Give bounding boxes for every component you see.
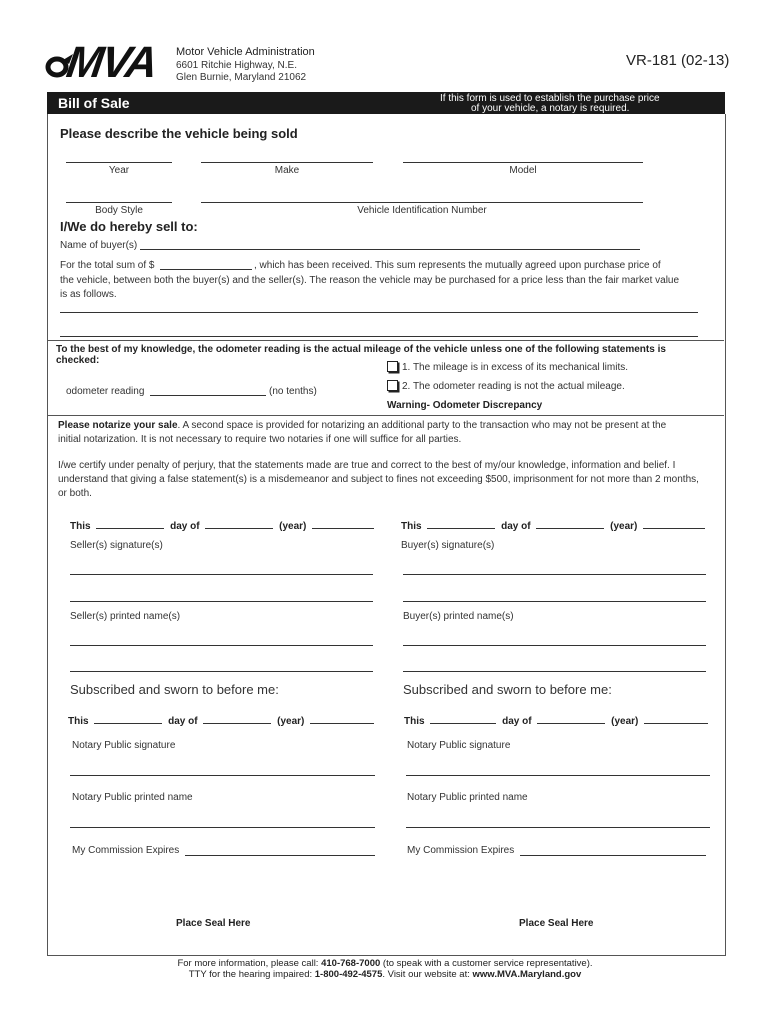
title-bar — [47, 92, 725, 114]
notary-1-signature-label: Notary Public signature — [72, 740, 176, 751]
notary-1-printed-label: Notary Public printed name — [72, 792, 193, 803]
notary-2-seal-label: Place Seal Here — [519, 918, 594, 929]
notary-2-day-of-label: day of — [502, 716, 532, 727]
notary-intro-line-2: initial notarization. It is not necessary to require two notaries if one will suffice for all parties. — [58, 434, 462, 445]
seller-printed-field-1[interactable] — [70, 645, 373, 646]
certification-line-1: I/we certify under penalty of perjury, that the statements made are true and correct to the best of my/our knowledge, information and belief. I — [58, 460, 676, 471]
mva-logo — [45, 38, 173, 87]
notary-intro-bold: Please notarize your sale — [58, 420, 178, 431]
buyer-printed-label: Buyer(s) printed name(s) — [403, 611, 514, 622]
seller-date-row — [70, 518, 374, 532]
odometer-statement-2: checked: — [56, 355, 100, 366]
footer-line-1 — [0, 958, 770, 969]
seller-day-field[interactable] — [96, 518, 164, 529]
notary-1-day-field[interactable] — [94, 713, 162, 724]
model-label: Model — [509, 165, 537, 176]
notary-intro-rest: . A second space is provided for notarizing an additional party to the transaction who may not be present at the — [177, 420, 667, 431]
footer-website-prefix: . Visit our website at: — [382, 969, 473, 980]
odometer-divider-bottom — [47, 415, 724, 416]
reason-field-2[interactable] — [60, 336, 698, 337]
address-line-2: Glen Burnie, Maryland 21062 — [176, 72, 307, 83]
notary-2-month-field[interactable] — [537, 713, 605, 724]
year-label: Year — [108, 165, 130, 176]
buyer-printed-field-2[interactable] — [403, 671, 706, 672]
make-field[interactable] — [201, 162, 373, 163]
certification-line-3: or both. — [58, 488, 92, 499]
sale-para-line-3: is as follows. — [60, 289, 117, 300]
body-style-label: Body Style — [95, 205, 143, 216]
logo-text: MVA — [63, 38, 160, 87]
buyer-printed-field-1[interactable] — [403, 645, 706, 646]
notary-2-sworn: Subscribed and sworn to before me: — [403, 682, 612, 697]
notary-1-seal-label: Place Seal Here — [176, 918, 251, 929]
form-frame — [47, 114, 726, 956]
notary-1-day-of-label: day of — [168, 716, 198, 727]
notary-2-commission-label: My Commission Expires — [407, 845, 515, 856]
no-tenths-label: (no tenths) — [269, 386, 317, 397]
sum-prefix: For the total sum of $ — [60, 260, 155, 271]
notary-1-commission-field[interactable] — [185, 855, 375, 856]
notary-2-day-field[interactable] — [430, 713, 496, 724]
buyer-this-label: This — [401, 521, 422, 532]
notary-1-month-field[interactable] — [203, 713, 271, 724]
buyer-signature-field-1[interactable] — [403, 574, 706, 575]
notary-2-year-label: (year) — [611, 716, 639, 727]
notary-2-printed-field[interactable] — [406, 827, 710, 828]
notary-1-sworn: Subscribed and sworn to before me: — [70, 682, 279, 697]
form-title: Bill of Sale — [58, 95, 130, 111]
notary-note-1: If this form is used to establish the purchase price — [440, 93, 660, 104]
seller-signature-field-2[interactable] — [70, 601, 373, 602]
form-id: VR-181 (02-13) — [626, 52, 730, 69]
notary-2-date-row — [404, 713, 708, 727]
not-actual-checkbox[interactable] — [387, 380, 398, 391]
reason-field-1[interactable] — [60, 312, 698, 313]
footer-call-suffix: (to speak with a customer service representative). — [380, 958, 593, 969]
footer-website-link[interactable]: www.MVA.Maryland.gov — [472, 969, 582, 980]
buyer-year-field[interactable] — [643, 518, 705, 529]
odometer-divider-top — [47, 340, 724, 341]
seller-printed-field-2[interactable] — [70, 671, 373, 672]
body-style-field[interactable] — [66, 202, 172, 203]
option-2-label: 2. The odometer reading is not the actual mileage. — [402, 381, 625, 392]
buyer-date-row — [401, 518, 705, 532]
address-line-1: 6601 Ritchie Highway, N.E. — [176, 60, 297, 71]
seller-year-label: (year) — [279, 521, 307, 532]
seller-signature-field-1[interactable] — [70, 574, 373, 575]
notary-1-this-label: This — [68, 716, 89, 727]
sum-suffix: , which has been received. This sum represents the mutually agreed upon purchase price of — [254, 260, 661, 271]
notary-1-printed-field[interactable] — [70, 827, 375, 828]
org-name: Motor Vehicle Administration — [176, 46, 315, 58]
seller-this-label: This — [70, 521, 91, 532]
buyer-name-field[interactable] — [140, 249, 640, 250]
notary-2-this-label: This — [404, 716, 425, 727]
footer-line-2 — [0, 969, 770, 980]
notary-note-2: of your vehicle, a notary is required. — [471, 103, 630, 114]
year-field[interactable] — [66, 162, 172, 163]
odometer-reading-field[interactable] — [150, 395, 266, 396]
notary-2-signature-label: Notary Public signature — [407, 740, 511, 751]
mileage-exceeds-checkbox[interactable] — [387, 361, 398, 372]
buyer-year-label: (year) — [610, 521, 638, 532]
seller-year-field[interactable] — [312, 518, 374, 529]
notary-2-signature-field[interactable] — [406, 775, 710, 776]
footer-tty: 1-800-492-4575 — [314, 969, 383, 980]
sale-heading: I/We do hereby sell to: — [60, 219, 198, 234]
notary-intro-line-1 — [58, 420, 666, 431]
seller-signature-label: Seller(s) signature(s) — [70, 540, 163, 551]
buyer-day-of-label: day of — [501, 521, 531, 532]
notary-1-date-row — [68, 713, 374, 727]
seller-month-field[interactable] — [205, 518, 273, 529]
vin-field[interactable] — [201, 202, 643, 203]
option-1-label: 1. The mileage is in excess of its mechanical limits. — [402, 362, 629, 373]
odometer-statement-1: To the best of my knowledge, the odometer reading is the actual mileage of the vehicle unless one of the following statements is — [56, 344, 666, 355]
notary-2-printed-label: Notary Public printed name — [407, 792, 528, 803]
buyer-signature-field-2[interactable] — [403, 601, 706, 602]
buyer-day-field[interactable] — [427, 518, 495, 529]
sum-field[interactable] — [160, 269, 252, 270]
notary-2-commission-field[interactable] — [520, 855, 706, 856]
make-label: Make — [274, 165, 300, 176]
buyer-signature-label: Buyer(s) signature(s) — [401, 540, 495, 551]
vehicle-heading: Please describe the vehicle being sold — [60, 126, 298, 141]
model-field[interactable] — [403, 162, 643, 163]
notary-2-year-field[interactable] — [644, 713, 708, 724]
seller-printed-label: Seller(s) printed name(s) — [70, 611, 181, 622]
buyer-month-field[interactable] — [536, 518, 604, 529]
sale-para-line-2: the vehicle, between both the buyer(s) and the seller(s). The reason the vehicle may be purchased for a price less than the fair market value — [60, 275, 680, 286]
footer-tty-prefix: TTY for the hearing impaired: — [188, 969, 315, 980]
notary-1-commission-label: My Commission Expires — [72, 845, 180, 856]
footer-call-prefix: For more information, please call: — [177, 958, 322, 969]
certification-line-2: understand that giving a false statement(s) is a misdemeanor and subject to fines not exceeding $500, imprisonment for not more than 2 months, — [58, 474, 699, 485]
odometer-warning: Warning- Odometer Discrepancy — [387, 400, 543, 411]
footer-phone: 410-768-7000 — [321, 958, 381, 969]
odometer-reading-label: odometer reading — [66, 386, 145, 397]
buyer-name-label: Name of buyer(s) — [60, 240, 138, 251]
notary-1-signature-field[interactable] — [70, 775, 375, 776]
notary-1-year-label: (year) — [277, 716, 305, 727]
vin-label: Vehicle Identification Number — [357, 205, 487, 216]
seller-day-of-label: day of — [170, 521, 200, 532]
notary-1-year-field[interactable] — [310, 713, 374, 724]
